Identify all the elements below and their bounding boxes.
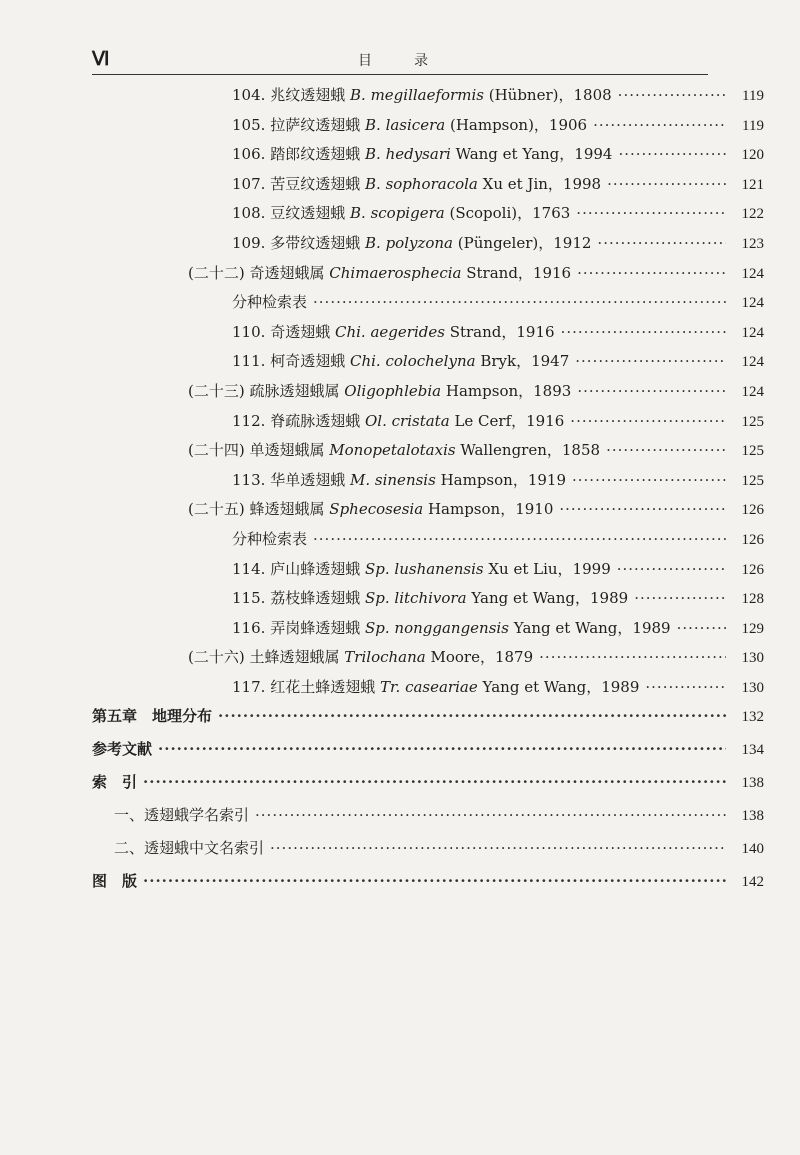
chinese-name: 多带纹透翅蛾 — [270, 233, 361, 252]
scientific-name: aegerides — [370, 322, 445, 341]
chinese-name: 奇透翅蛾属 — [249, 263, 325, 282]
genus-abbreviation: B. — [364, 115, 381, 134]
table-of-contents — [92, 84, 764, 903]
toc-entry — [92, 173, 764, 203]
toc-entry — [92, 114, 764, 144]
dot-leader — [597, 234, 726, 252]
chinese-name: 柯奇透翅蛾 — [270, 352, 346, 371]
chinese-name: 庐山蜂透翅蛾 — [270, 559, 361, 578]
author-year: (Püngeler)，1912 — [457, 233, 592, 252]
page-ref: 119 — [742, 117, 764, 134]
page-ref: 142 — [741, 874, 764, 891]
page-ref: 123 — [741, 235, 764, 252]
entry-number: 105. — [232, 115, 266, 134]
toc-entry-title — [188, 380, 571, 401]
author-year: (Hampson)，1906 — [449, 115, 588, 134]
chinese-name: 索 引 — [92, 773, 138, 792]
chinese-name: 疏脉透翅蛾属 — [249, 381, 340, 400]
scientific-name: scopigera — [370, 204, 445, 223]
page-ref: 138 — [741, 808, 764, 825]
page-ref: 126 — [741, 502, 764, 519]
scientific-name: hedysari — [385, 145, 451, 164]
page-ref: 122 — [741, 206, 764, 223]
toc-entry-title — [188, 262, 571, 283]
genus-abbreviation: Sp. — [364, 589, 390, 608]
toc-entry — [92, 410, 764, 440]
dot-leader — [618, 145, 726, 163]
toc-entry — [92, 837, 764, 870]
page-ref: 138 — [741, 775, 764, 792]
page-ref: 124 — [741, 354, 764, 371]
author-year: Hampson，1919 — [440, 470, 566, 489]
dot-leader — [617, 560, 726, 578]
dot-leader — [255, 806, 726, 824]
entry-number: 116. — [232, 618, 266, 637]
toc-entry-title — [232, 173, 601, 194]
scientific-name: Oligophlebia — [344, 381, 442, 400]
genus-abbreviation: B. — [349, 86, 366, 104]
entry-number: 113. — [232, 470, 266, 489]
page-ref: 119 — [742, 88, 764, 104]
entry-number: (二十六) — [188, 648, 245, 667]
scientific-name: sophoracola — [385, 174, 478, 193]
toc-entry-title — [114, 804, 249, 825]
author-year: (Hübner)，1808 — [488, 86, 612, 104]
scientific-name: litchivora — [394, 589, 467, 608]
dot-leader — [618, 86, 726, 104]
author-year: Moore，1879 — [430, 648, 534, 667]
dot-leader — [559, 500, 726, 518]
genus-abbreviation: B. — [349, 204, 366, 223]
genus-abbreviation: Chi. — [349, 352, 381, 371]
page-number: Ⅵ — [92, 49, 110, 70]
scientific-name: megillaeformis — [370, 86, 484, 104]
chinese-name: 弄岗蜂透翅蛾 — [270, 618, 361, 637]
chinese-name: 蜂透翅蛾属 — [249, 500, 325, 519]
toc-entry — [92, 84, 764, 114]
toc-entry-title — [232, 143, 612, 164]
toc-entry-title — [188, 498, 553, 519]
entry-number: 108. — [232, 204, 266, 223]
chinese-name: 踏郎纹透翅蛾 — [270, 145, 361, 164]
author-year: Hampson，1910 — [427, 500, 554, 519]
chinese-name: 奇透翅蛾 — [270, 322, 331, 341]
page-ref: 126 — [741, 531, 764, 548]
toc-entry — [92, 143, 764, 173]
toc-entry-title — [232, 617, 671, 638]
toc-entry — [92, 870, 764, 903]
page-ref: 129 — [741, 620, 764, 637]
page-ref: 134 — [741, 742, 764, 759]
chinese-name: 荔枝蜂透翅蛾 — [270, 589, 361, 608]
dot-leader — [607, 175, 726, 193]
toc-entry — [92, 771, 764, 804]
toc-entry-title — [232, 676, 639, 697]
toc-entry — [92, 469, 764, 499]
toc-entry-title — [232, 469, 566, 490]
entry-number: 106. — [232, 145, 266, 164]
toc-entry-title — [232, 114, 587, 135]
toc-entry — [92, 380, 764, 410]
toc-entry — [92, 676, 764, 706]
chinese-name: 一、透翅蛾学名索引 — [114, 806, 250, 825]
entry-number: 110. — [232, 322, 266, 341]
chinese-name: 红花土蜂透翅蛾 — [270, 677, 376, 696]
toc-entry — [92, 617, 764, 647]
page-ref: 130 — [741, 679, 764, 696]
chinese-name: 分种检索表 — [232, 529, 308, 548]
toc-entry-title — [188, 646, 533, 667]
toc-entry-title — [114, 837, 264, 858]
dot-leader — [576, 204, 726, 222]
toc-entry-title — [232, 232, 591, 253]
chinese-name: 二、透翅蛾中文名索引 — [114, 839, 265, 858]
page-ref: 128 — [741, 591, 764, 608]
page-ref: 124 — [741, 383, 764, 400]
genus-abbreviation: M. — [349, 470, 371, 489]
toc-entry-title — [232, 558, 611, 579]
scientific-name: caseariae — [405, 677, 478, 696]
page-ref: 120 — [741, 147, 764, 164]
toc-entry-title — [232, 528, 307, 549]
toc-entry — [92, 498, 764, 528]
scientific-name: Trilochana — [344, 648, 426, 667]
page-header — [92, 48, 708, 75]
entry-number: 117. — [232, 677, 266, 696]
entry-number: 114. — [232, 559, 266, 578]
scientific-name: lasicera — [385, 115, 446, 134]
toc-entry — [92, 738, 764, 771]
chinese-name: 拉萨纹透翅蛾 — [270, 115, 361, 134]
toc-entry — [92, 646, 764, 676]
dot-leader — [539, 648, 726, 666]
page-ref: 121 — [741, 176, 764, 193]
author-year: (Scopoli)，1763 — [449, 204, 571, 223]
chinese-name: 华单透翅蛾 — [270, 470, 346, 489]
entry-number: 111. — [232, 352, 266, 371]
genus-abbreviation: B. — [364, 174, 381, 193]
chinese-name: 兆纹透翅蛾 — [270, 86, 346, 104]
page-ref: 130 — [741, 650, 764, 667]
toc-entry — [92, 232, 764, 262]
author-year: Xu et Jin，1998 — [482, 174, 602, 193]
scientific-name: Chimaerosphecia — [329, 263, 462, 282]
scientific-name: colochelyna — [385, 352, 476, 371]
toc-entry-title — [92, 870, 137, 891]
entry-number: 109. — [232, 233, 266, 252]
toc-entry — [92, 804, 764, 837]
scientific-name: polyzona — [385, 233, 454, 252]
page-ref: 124 — [741, 265, 764, 282]
page-ref: 125 — [741, 413, 764, 430]
dot-leader — [677, 619, 726, 637]
scientific-name: nonggangensis — [394, 618, 509, 637]
toc-entry — [92, 528, 764, 558]
toc-entry — [92, 587, 764, 617]
dot-leader — [143, 872, 726, 890]
author-year: Yang et Wang，1989 — [471, 589, 629, 608]
chinese-name: 苦豆纹透翅蛾 — [270, 174, 361, 193]
toc-entry — [92, 350, 764, 380]
dot-leader — [577, 382, 726, 400]
toc-entry — [92, 705, 764, 738]
page-ref: 124 — [741, 324, 764, 341]
toc-entry-title — [188, 439, 600, 460]
author-year: Strand，1916 — [466, 263, 572, 282]
author-year: Le Cerf，1916 — [454, 411, 565, 430]
page-ref: 125 — [741, 472, 764, 489]
chinese-name: 豆纹透翅蛾 — [270, 204, 346, 223]
chinese-name: 图 版 — [92, 872, 138, 891]
dot-leader — [158, 740, 726, 758]
dot-leader — [143, 773, 726, 791]
entry-number: 107. — [232, 174, 266, 193]
genus-abbreviation: Sp. — [364, 618, 390, 637]
toc-entry-title — [92, 705, 212, 726]
toc-entry-title — [232, 350, 569, 371]
toc-entry-title — [232, 410, 564, 431]
toc-entry-title — [232, 84, 612, 105]
dot-leader — [572, 471, 726, 489]
chinese-name: 脊疏脉透翅蛾 — [270, 411, 361, 430]
toc-entry-title — [232, 587, 628, 608]
toc-entry — [92, 291, 764, 321]
dot-leader — [218, 707, 726, 725]
dot-leader — [606, 441, 726, 459]
author-year: Wang et Yang，1994 — [455, 145, 613, 164]
toc-entry — [92, 439, 764, 469]
author-year: Wallengren，1858 — [460, 441, 601, 460]
toc-entry — [92, 321, 764, 351]
author-year: Hampson，1893 — [445, 381, 572, 400]
chinese-name: 分种检索表 — [232, 293, 308, 312]
dot-leader — [313, 530, 726, 548]
entry-number: 112. — [232, 411, 266, 430]
running-title: 目 录 — [358, 53, 442, 69]
toc-entry — [92, 202, 764, 232]
entry-number: 104. — [232, 86, 266, 104]
toc-entry-title — [232, 202, 570, 223]
dot-leader — [313, 293, 726, 311]
genus-abbreviation: Tr. — [379, 677, 401, 696]
chinese-name: 第五章 地理分布 — [92, 707, 213, 726]
dot-leader — [593, 116, 726, 134]
chinese-name: 单透翅蛾属 — [249, 441, 325, 460]
genus-abbreviation: Chi. — [334, 322, 366, 341]
dot-leader — [577, 264, 726, 282]
chinese-name: 参考文献 — [92, 740, 153, 759]
page-ref: 140 — [741, 841, 764, 858]
toc-entry-title — [92, 738, 152, 759]
toc-entry-title — [232, 321, 555, 342]
author-year: Yang et Wang，1989 — [482, 677, 640, 696]
scientific-name: Monopetalotaxis — [329, 441, 456, 460]
dot-leader — [561, 323, 726, 341]
dot-leader — [270, 839, 726, 857]
genus-abbreviation: Ol. — [364, 411, 387, 430]
genus-abbreviation: Sp. — [364, 559, 390, 578]
dot-leader — [634, 589, 726, 607]
page-ref: 124 — [741, 295, 764, 312]
entry-number: (二十二) — [188, 263, 245, 282]
scientific-name: cristata — [391, 411, 450, 430]
page-ref: 125 — [741, 443, 764, 460]
author-year: Strand，1916 — [449, 322, 555, 341]
author-year: Bryk，1947 — [480, 352, 570, 371]
toc-entry — [92, 262, 764, 292]
genus-abbreviation: B. — [364, 233, 381, 252]
toc-entry — [92, 558, 764, 588]
chinese-name: 土蜂透翅蛾属 — [249, 648, 340, 667]
toc-entry-title — [232, 291, 307, 312]
entry-number: (二十五) — [188, 500, 245, 519]
entry-number: 115. — [232, 589, 266, 608]
page-ref: 132 — [741, 709, 764, 726]
toc-entry-title — [92, 771, 137, 792]
author-year: Xu et Liu，1999 — [488, 559, 611, 578]
scientific-name: Sphecosesia — [329, 500, 424, 519]
scientific-name: sinensis — [374, 470, 436, 489]
author-year: Yang et Wang，1989 — [513, 618, 671, 637]
entry-number: (二十四) — [188, 441, 245, 460]
dot-leader — [570, 412, 726, 430]
dot-leader — [575, 352, 726, 370]
dot-leader — [645, 678, 726, 696]
genus-abbreviation: B. — [364, 145, 381, 164]
scientific-name: lushanensis — [394, 559, 484, 578]
entry-number: (二十三) — [188, 381, 245, 400]
page-ref: 126 — [741, 561, 764, 578]
